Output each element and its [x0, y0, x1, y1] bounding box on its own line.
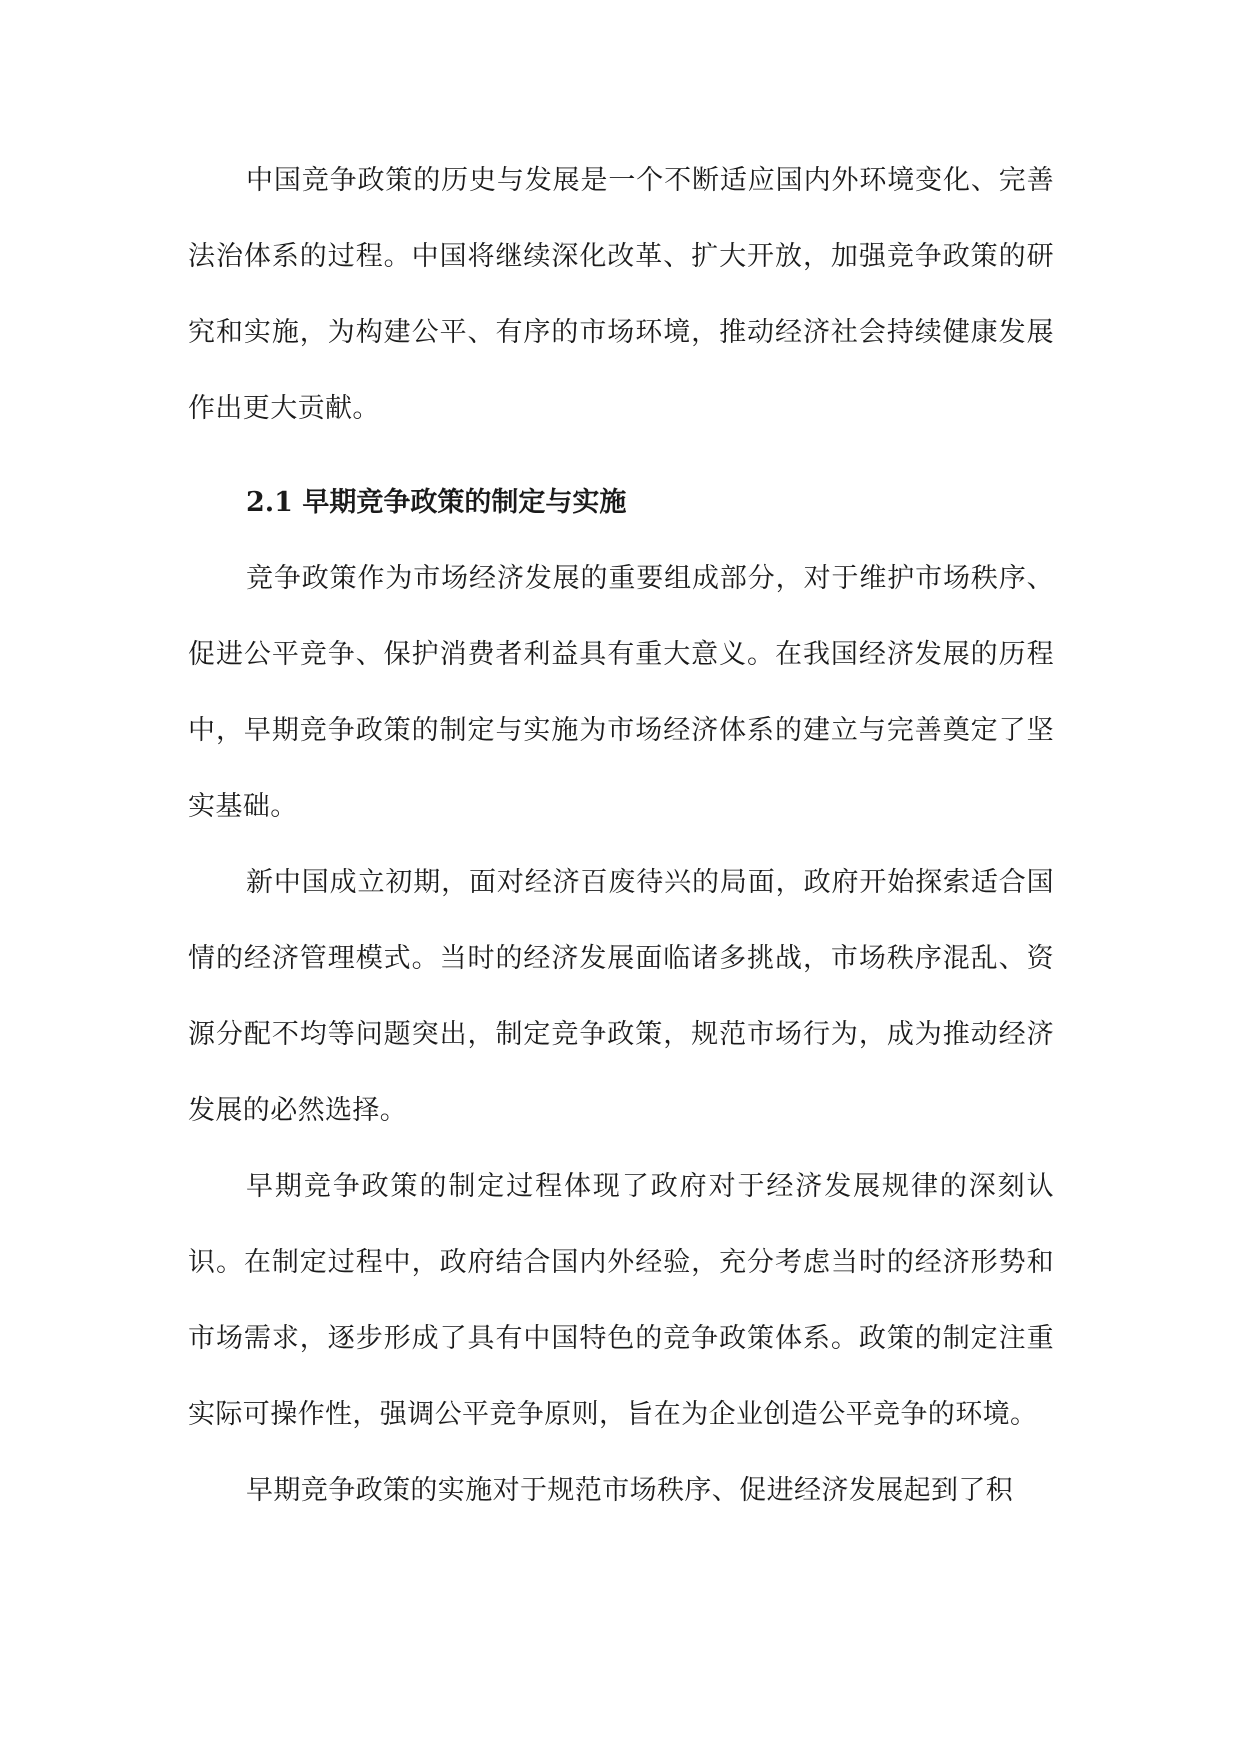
page-content	[188, 143, 1054, 1529]
section-paragraph-3: 早期竞争政策的制定过程体现了政府对于经济发展规律的深刻认识。在制定过程中，政府结合国内外经验，充分考虑当时的经济形势和市场需求，逐步形成了具有中国特色的竞争政策体系。政策的制定注重实际可操作性，强调公平竞争原则，旨在为企业创造公平竞争的环境。	[188, 1171, 1054, 1430]
section-paragraph-2: 新中国成立初期，面对经济百废待兴的局面，政府开始探索适合国情的经济管理模式。当时的经济发展面临诸多挑战，市场秩序混乱、资源分配不均等问题突出，制定竞争政策，规范市场行为，成为推动经济发展的必然选择。	[188, 867, 1054, 1126]
section-heading: 2.1 早期竞争政策的制定与实施	[246, 487, 627, 518]
section-paragraph-4: 早期竞争政策的实施对于规范市场秩序、促进经济发展起到了积	[246, 1475, 1014, 1506]
section-paragraph-1: 竞争政策作为市场经济发展的重要组成部分，对于维护市场秩序、促进公平竞争、保护消费者利益具有重大意义。在我国经济发展的历程中，早期竞争政策的制定与实施为市场经济体系的建立与完善奠定了坚实基础。	[188, 563, 1054, 822]
intro-paragraph: 中国竞争政策的历史与发展是一个不断适应国内外环境变化、完善法治体系的过程。中国将继续深化改革、扩大开放，加强竞争政策的研究和实施，为构建公平、有序的市场环境，推动经济社会持续健康发展作出更大贡献。	[188, 165, 1054, 424]
